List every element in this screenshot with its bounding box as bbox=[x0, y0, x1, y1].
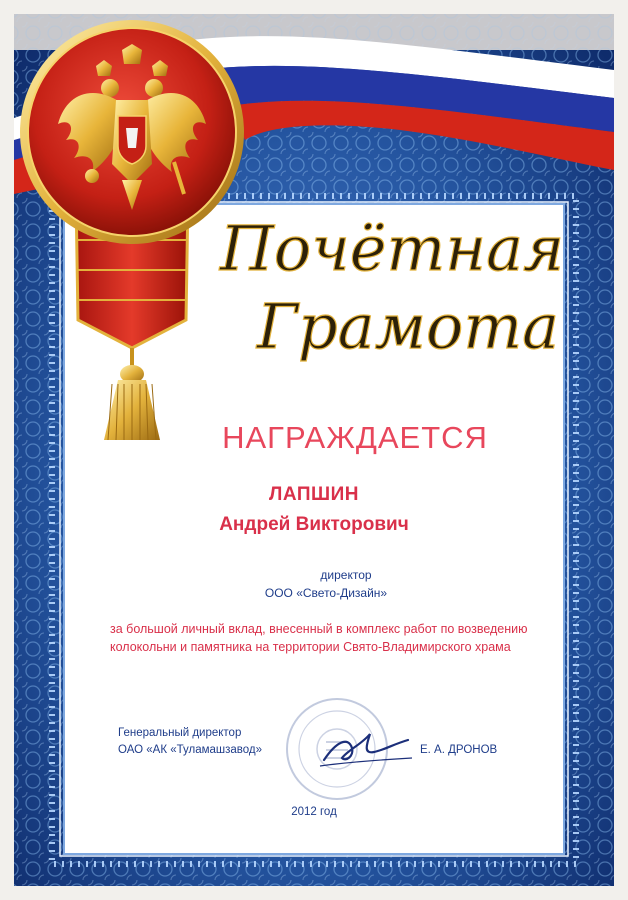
recipient-surname: ЛАПШИН bbox=[269, 484, 359, 505]
title-line1: Почётная bbox=[219, 212, 565, 285]
awarded-heading: НАГРАЖДАЕТСЯ bbox=[222, 420, 488, 455]
handwritten-signature bbox=[318, 722, 414, 772]
recipient-organization: ООО «Свето-Дизайн» bbox=[264, 586, 388, 600]
signer-title: Генеральный директор bbox=[118, 727, 242, 739]
signer-organization: ОАО «АК «Туламашзавод» bbox=[118, 744, 263, 756]
recipient-position: директор bbox=[320, 568, 372, 582]
title-line2: Грамота bbox=[256, 290, 560, 363]
recipient-name: Андрей Викторович bbox=[219, 514, 409, 535]
award-reason: за большой личный вклад, внесенный в комплекс работ по возведению колокольни и памятника на территории Свято-Владимирского храма bbox=[110, 622, 528, 654]
award-year: 2012 год bbox=[291, 806, 337, 818]
signer-name: Е. А. ДРОНОВ bbox=[420, 744, 498, 756]
certificate-title bbox=[0, 0, 628, 400]
